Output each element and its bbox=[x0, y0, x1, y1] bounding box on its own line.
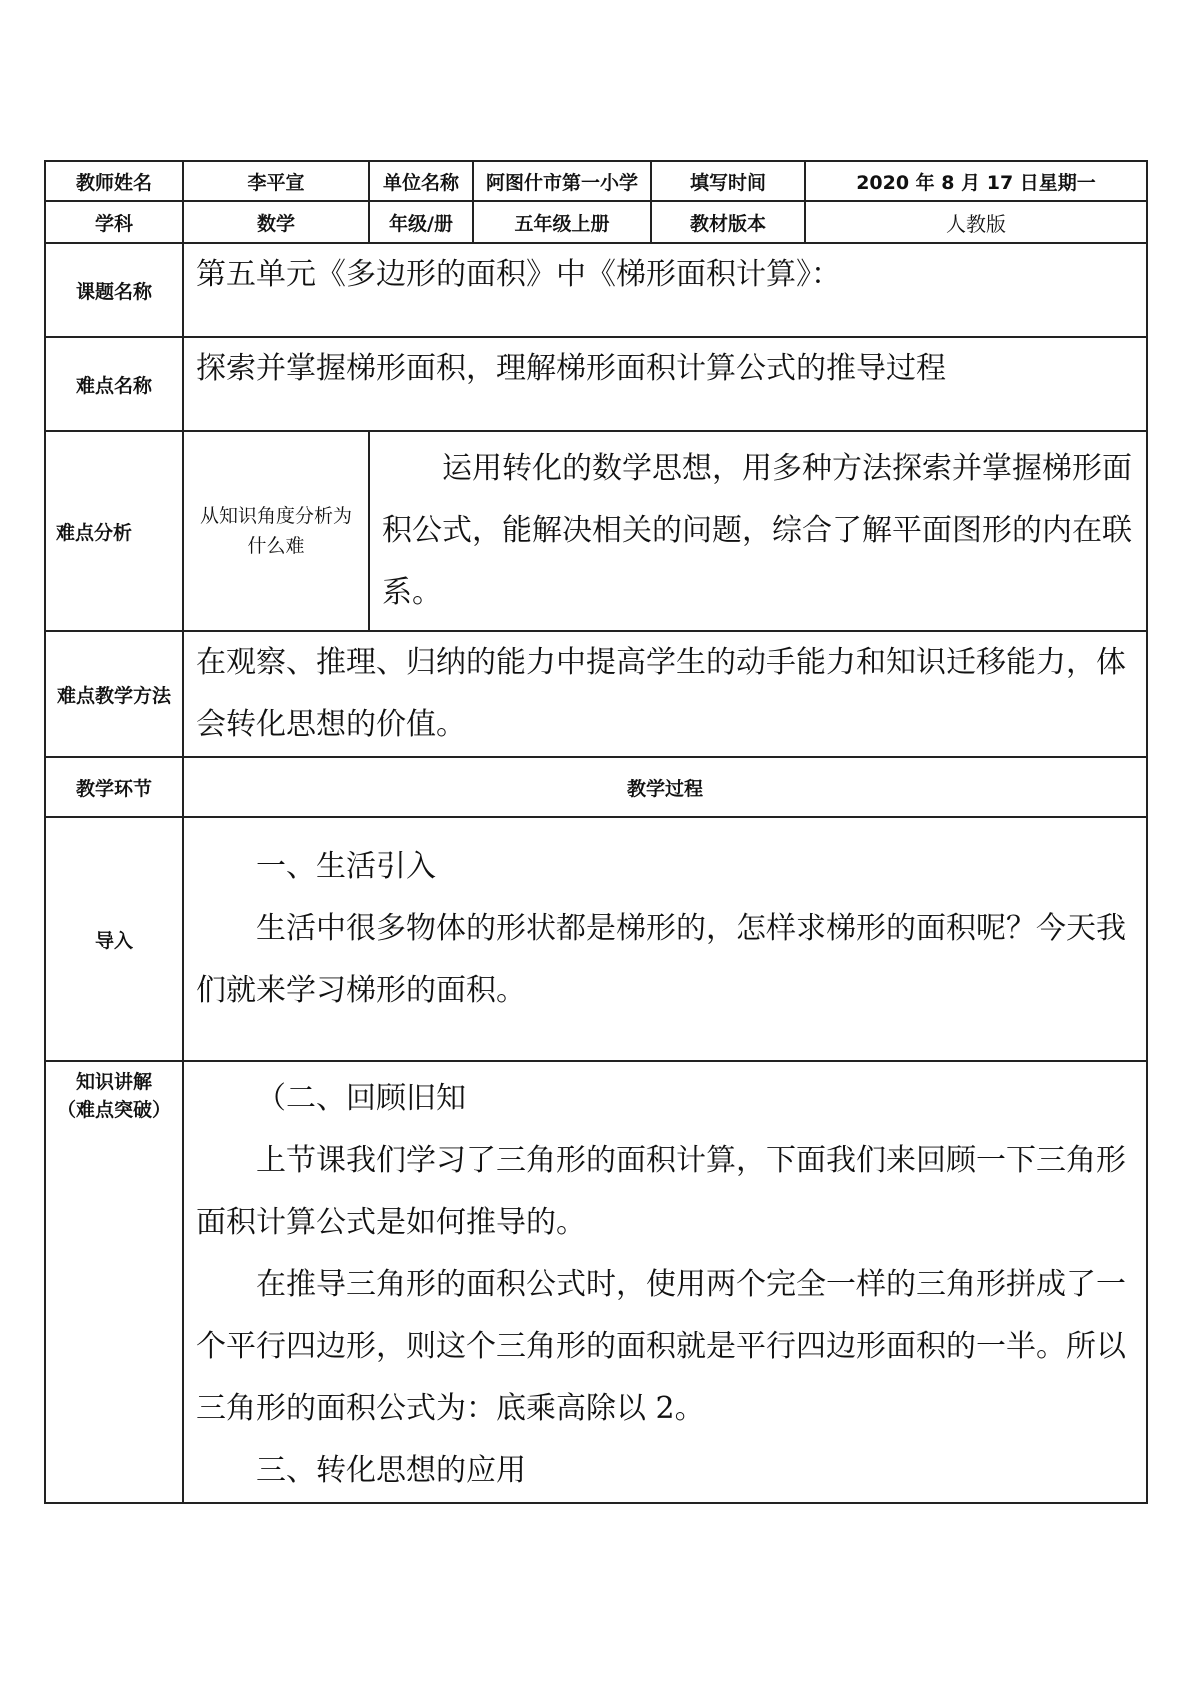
teacher-label: 教师姓名 bbox=[45, 161, 183, 201]
method-row bbox=[45, 631, 1147, 757]
analysis-label: 难点分析 bbox=[45, 431, 183, 631]
knowledge-heading2: 三、转化思想的应用 bbox=[256, 1453, 526, 1488]
knowledge-label bbox=[45, 1061, 183, 1503]
topic-label: 课题名称 bbox=[45, 243, 183, 337]
intro-content bbox=[183, 817, 1147, 1061]
edition-label: 教材版本 bbox=[651, 201, 805, 243]
subject-value: 数学 bbox=[183, 201, 369, 243]
teacher-value: 李平宣 bbox=[183, 161, 369, 201]
grade-label: 年级/册 bbox=[369, 201, 473, 243]
method-label: 难点教学方法 bbox=[45, 631, 183, 757]
process-label: 教学过程 bbox=[183, 757, 1147, 817]
analysis-row bbox=[45, 431, 1147, 631]
header-row-2 bbox=[45, 201, 1147, 243]
analysis-sub-label: 从知识角度分析为什么难 bbox=[183, 431, 369, 631]
method-value: 在观察、推理、归纳的能力中提高学生的动手能力和知识迁移能力，体会转化思想的价值。 bbox=[183, 631, 1147, 757]
date-value: 2020 年 8 月 17 日星期一 bbox=[805, 161, 1147, 201]
topic-value: 第五单元《多边形的面积》中《梯形面积计算》： bbox=[183, 243, 1147, 337]
difficulty-label: 难点名称 bbox=[45, 337, 183, 431]
knowledge-label-line1: 知识讲解 bbox=[75, 1071, 152, 1093]
grade-value: 五年级上册 bbox=[473, 201, 651, 243]
analysis-value: 运用转化的数学思想，用多种方法探索并掌握梯形面积公式，能解决相关的问题，综合了解平面图形的内在联系。 bbox=[369, 431, 1147, 631]
knowledge-content bbox=[183, 1061, 1147, 1503]
knowledge-para1: 上节课我们学习了三角形的面积计算，下面我们来回顾一下三角形面积计算公式是如何推导的。 bbox=[196, 1143, 1126, 1240]
intro-label: 导入 bbox=[45, 817, 183, 1061]
intro-text: 生活中很多物体的形状都是梯形的，怎样求梯形的面积呢？今天我们就来学习梯形的面积。 bbox=[196, 911, 1126, 1008]
unit-label: 单位名称 bbox=[369, 161, 473, 201]
lesson-plan-table bbox=[44, 160, 1148, 1504]
edition-value: 人教版 bbox=[805, 201, 1147, 243]
difficulty-value: 探索并掌握梯形面积，理解梯形面积计算公式的推导过程 bbox=[183, 337, 1147, 431]
subject-label: 学科 bbox=[45, 201, 183, 243]
difficulty-row bbox=[45, 337, 1147, 431]
knowledge-row bbox=[45, 1061, 1147, 1503]
header-row-1 bbox=[45, 161, 1147, 201]
knowledge-label-line2: （难点突破） bbox=[56, 1099, 171, 1121]
topic-row bbox=[45, 243, 1147, 337]
knowledge-heading: （二、回顾旧知 bbox=[256, 1081, 466, 1116]
intro-row bbox=[45, 817, 1147, 1061]
intro-heading: 一、生活引入 bbox=[256, 849, 436, 884]
knowledge-para2: 在推导三角形的面积公式时，使用两个完全一样的三角形拼成了一个平行四边形，则这个三角形的面积就是平行四边形面积的一半。所以三角形的面积公式为：底乘高除以 2。 bbox=[196, 1267, 1126, 1426]
date-label: 填写时间 bbox=[651, 161, 805, 201]
stage-label: 教学环节 bbox=[45, 757, 183, 817]
unit-value: 阿图什市第一小学 bbox=[473, 161, 651, 201]
lesson-plan bbox=[44, 160, 1146, 1504]
process-header-row bbox=[45, 757, 1147, 817]
